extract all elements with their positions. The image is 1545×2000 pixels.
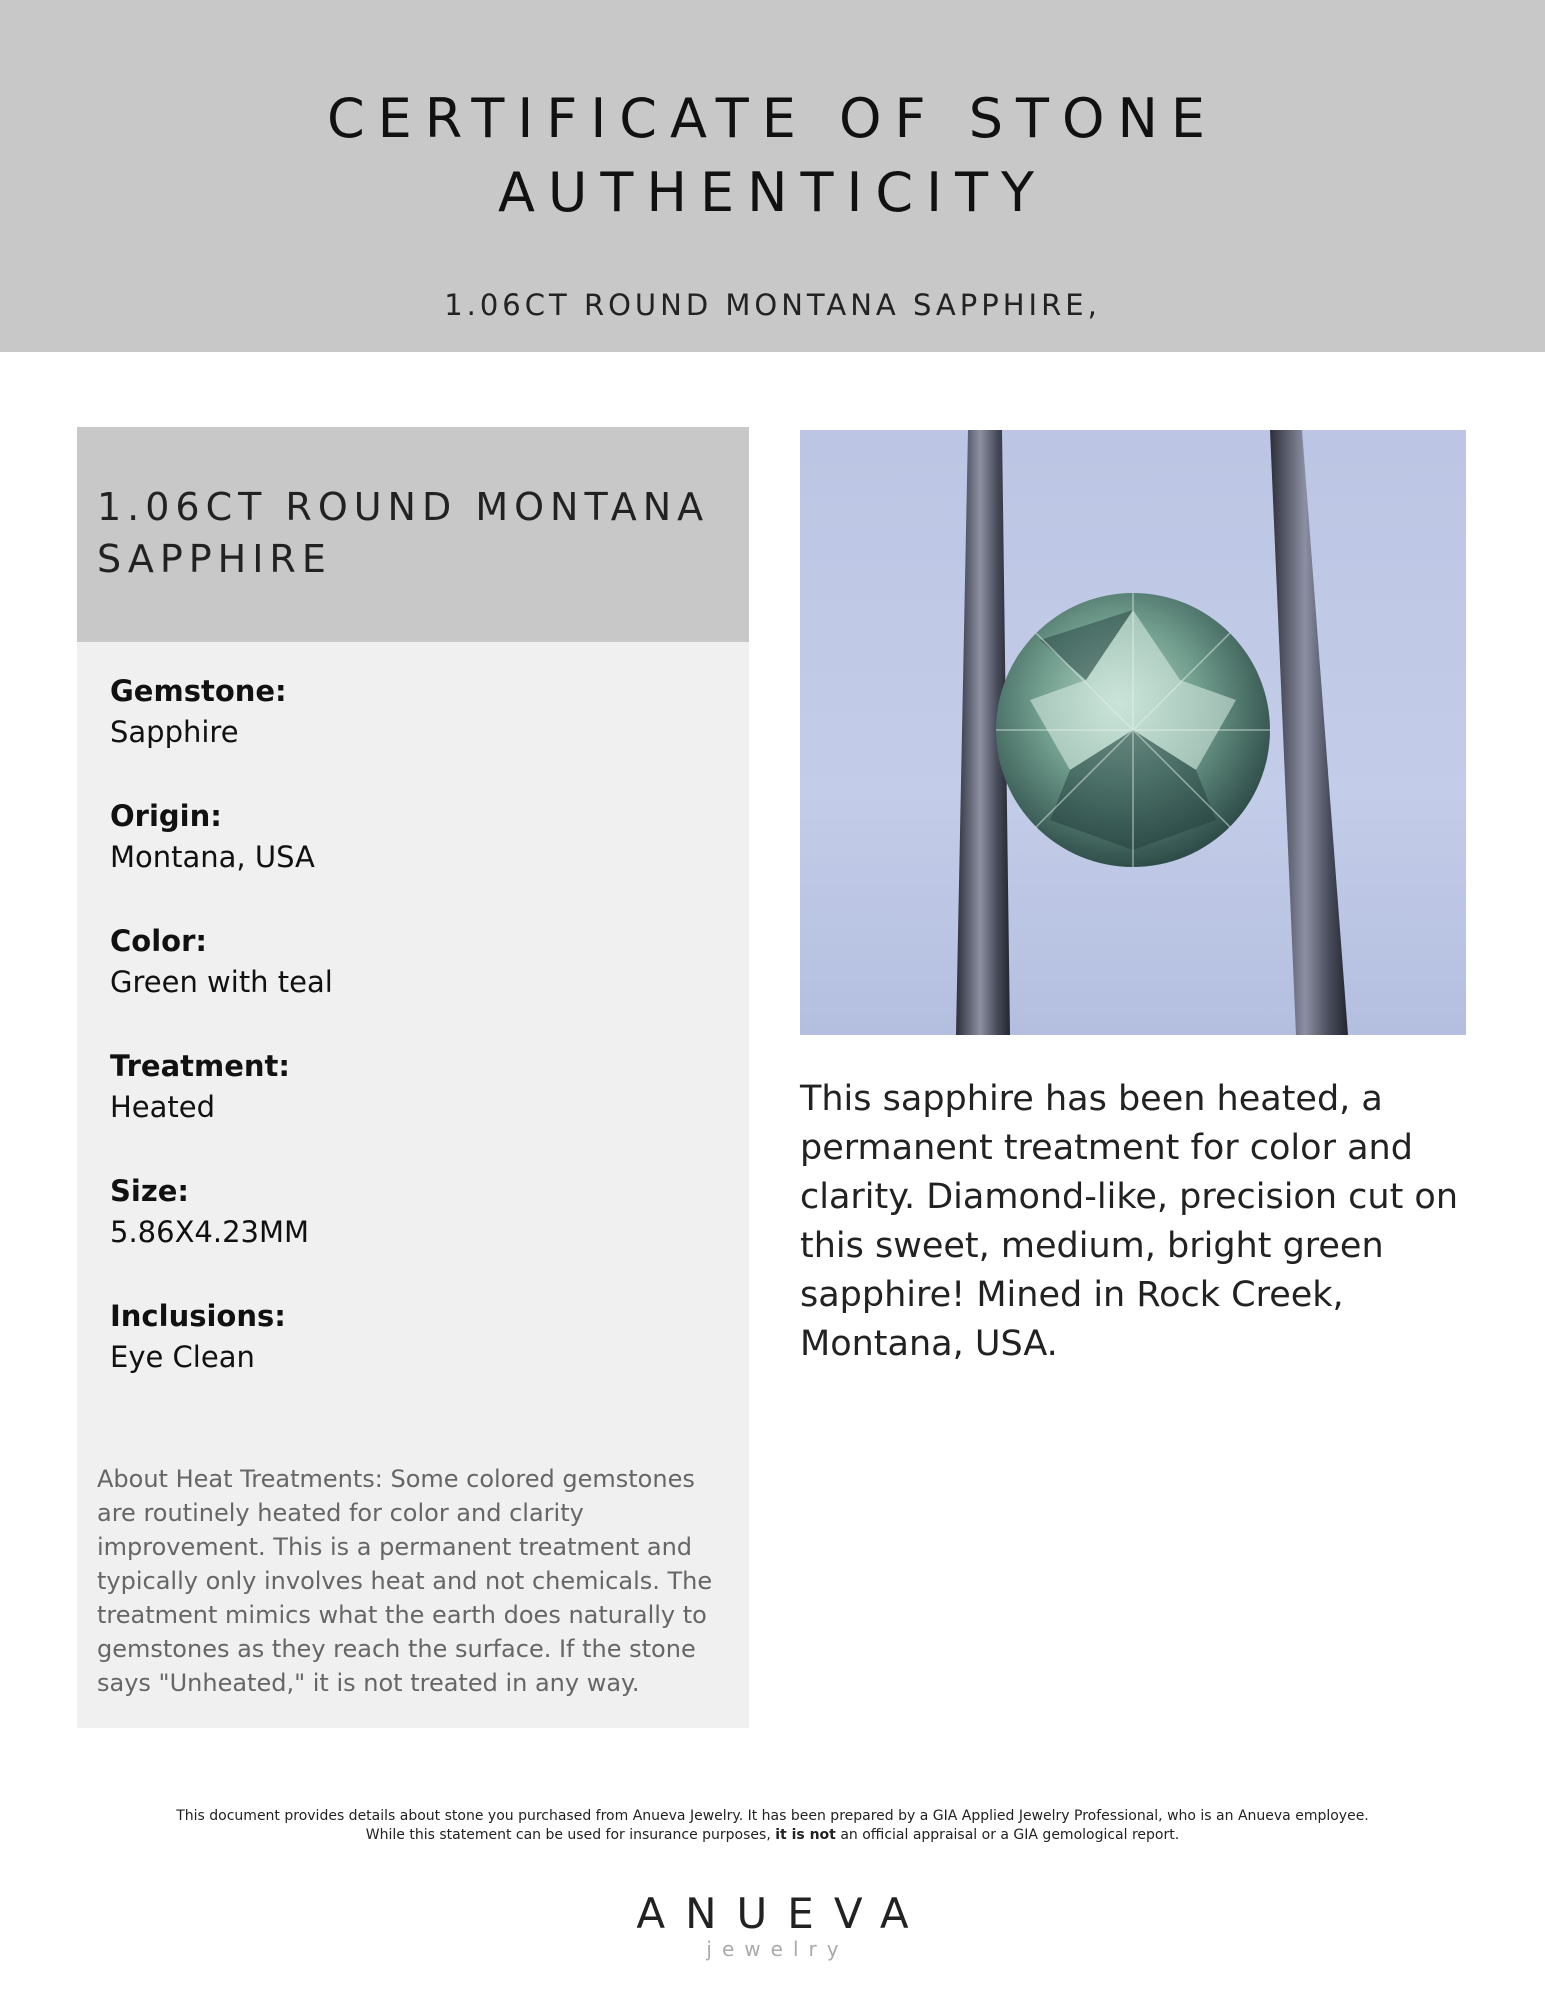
spec-size (110, 1171, 730, 1296)
logo-wordmark: ANUEVA (636, 1889, 929, 1938)
spec-inclusions (110, 1296, 730, 1421)
heat-treatment-note: About Heat Treatments: Some colored gemstones are routinely heated for color and clarity improvement. This is a permanent treatment and typically only involves heat and not chemicals. The treatment mimics what the earth does naturally to gemstones as they reach the surface. If the stone says "Unheated," it is not treated in any way. (97, 1465, 713, 1697)
stone-details-panel (77, 427, 749, 1728)
spec-value: 5.86X4.23MM (110, 1215, 310, 1249)
spec-label: Size: (110, 1174, 189, 1208)
spec-label: Color: (110, 924, 207, 958)
spec-value: Eye Clean (110, 1340, 255, 1374)
certificate-subtitle: 1.06CT ROUND MONTANA SAPPHIRE, (444, 288, 1101, 322)
spec-value: Sapphire (110, 715, 239, 749)
spec-label: Origin: (110, 799, 222, 833)
sapphire-in-tweezers-illustration (800, 430, 1466, 1035)
spec-label: Gemstone: (110, 674, 287, 708)
spec-gemstone (110, 671, 730, 796)
anueva-logo (0, 1890, 1545, 1960)
disclaimer (0, 1807, 1545, 1845)
disclaimer-emphasis: it is not (775, 1827, 836, 1843)
stone-name-header (77, 427, 749, 642)
sapphire-photo (800, 430, 1466, 1035)
right-tweezer-arm (1270, 430, 1348, 1035)
stone-name: 1.06CT ROUND MONTANA SAPPHIRE (97, 485, 710, 581)
spec-list (110, 671, 730, 1421)
certificate-header (0, 0, 1545, 352)
spec-origin (110, 796, 730, 921)
spec-color (110, 921, 730, 1046)
spec-value: Green with teal (110, 965, 333, 999)
stone-description: This sapphire has been heated, a permanent treatment for color and clarity. Diamond-like, precision cut on this sweet, medium, bright green sapphire! Mined in Rock Creek, Montana, USA. (800, 1079, 1459, 1364)
certificate-title: CERTIFICATE OF STONE AUTHENTICITY (326, 87, 1219, 224)
spec-value: Heated (110, 1090, 216, 1124)
spec-label: Treatment: (110, 1049, 290, 1083)
spec-label: Inclusions: (110, 1299, 286, 1333)
disclaimer-line-1: This document provides details about stone you purchased from Anueva Jewelry. It has been prepared by a GIA Applied Jewelry Professional, who is an Anueva employee. (176, 1808, 1369, 1824)
spec-value: Montana, USA (110, 840, 315, 874)
disclaimer-line-2: While this statement can be used for insurance purposes, it is not an official appraisal or a GIA gemological report. (365, 1827, 1180, 1843)
spec-treatment (110, 1046, 730, 1171)
logo-tagline: jewelry (706, 1937, 849, 1961)
